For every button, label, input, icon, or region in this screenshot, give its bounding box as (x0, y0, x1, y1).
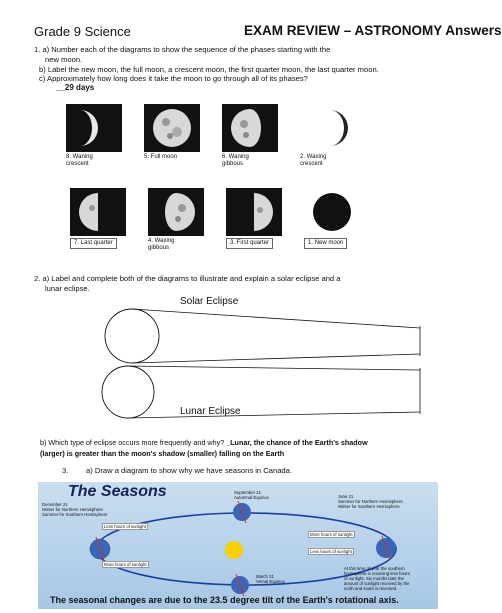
season-note-line1: At this time of year the southern (344, 566, 405, 571)
moon-label-4-line2: crescent (300, 161, 323, 167)
season-note-line5: north and south is reversed. (344, 586, 398, 591)
q3-text: a) Draw a diagram to show why we have seasons in Canada. (86, 466, 292, 475)
moon-phase-image-5 (70, 188, 126, 236)
moon-svg-8 (304, 188, 360, 236)
less-sunlight-left-label: Less hours of sunlight (104, 524, 146, 529)
season-june-line2: Summer for Northern Hemisphere (338, 499, 403, 504)
season-note-line4: amount of sunlight received by the (344, 581, 410, 586)
moon-svg-5 (70, 188, 126, 236)
moon-label-3-line2: gibbous (222, 161, 244, 167)
season-june-line3: Winter for Southern Hemisphere (338, 504, 400, 509)
more-sunlight-left-label: More hours of sunlight (104, 562, 147, 567)
moon-svg-4 (300, 104, 356, 152)
sun-icon (225, 541, 243, 559)
season-june-line1: June 21 (338, 494, 354, 499)
seasons-title: The Seasons (68, 483, 167, 500)
header-title: EXAM REVIEW – ASTRONOMY Answers (244, 23, 502, 38)
moon-phase-image-2 (144, 104, 200, 152)
season-note-line3: of sunlight. Six months later the (344, 576, 404, 581)
moon-label-5-line1: 7. Last quarter (70, 238, 117, 249)
more-sunlight-right-label: More hours of sunlight (310, 532, 353, 537)
solar-sun-circle (105, 309, 159, 363)
lunar-ray-top (128, 366, 420, 370)
season-december-line2: Winter for Northern Hemisphere (42, 507, 103, 512)
q2-part-a-line1: 2. a) Label and complete both of the diagrams to illustrate and explain a solar eclipse and a (34, 274, 341, 283)
season-december-line3: Summer for Southern Hemisphere (42, 512, 108, 517)
season-september-line1: September 21 (234, 490, 261, 495)
q1-part-a-line2: new moon. (45, 55, 83, 64)
moon-label-1-line1: 8. Waning (66, 154, 93, 160)
q1-answer: __29 days (56, 83, 95, 92)
q2-part-a-line2: lunar eclipse. (45, 284, 90, 293)
moon-svg-7 (226, 188, 282, 236)
moon-phase-image-8 (304, 188, 360, 236)
q1-part-b: b) Label the new moon, the full moon, a crescent moon, the first quarter moon, the last quarter moon. (39, 65, 379, 74)
solar-eclipse-label: Solar Eclipse (180, 296, 239, 307)
moon-svg-1 (66, 104, 122, 152)
q1-part-a-line1: 1. a) Number each of the diagrams to show the sequence of the phases starting with the (34, 45, 331, 54)
q2-part-b-question: b) Which type of eclipse occurs more frequently and why? (40, 438, 225, 447)
season-december-line1: December 21 (42, 502, 68, 507)
q2-part-b-line1 (40, 438, 368, 448)
q2-part-b-answer1: _Lunar, the chance of the Earth's shadow (226, 438, 368, 447)
moon-label-2-line1: 5. Full moon (144, 154, 178, 160)
moon-label-3-line1: 6. Waning (222, 154, 249, 160)
moon-phase-image-6 (148, 188, 204, 236)
lunar-ray-bottom (128, 412, 420, 418)
less-sunlight-right-label: Less hours of sunlight (310, 549, 352, 554)
seasons-footer: The seasonal changes are due to the 23.5 degree tilt of the Earth's rotational axis. (50, 595, 399, 605)
lunar-eclipse-label: Lunar Eclipse (180, 406, 241, 417)
seasons-diagram (38, 482, 438, 609)
solar-ray-bottom (132, 354, 420, 363)
moon-phase-image-3 (222, 104, 278, 152)
moon-label-6-line2: gibbous (148, 245, 170, 251)
lunar-sun-circle (102, 366, 154, 418)
moon-svg-3 (222, 104, 278, 152)
moon-phase-image-4 (300, 104, 356, 152)
moon-label-6-line1: 4. Waxing (148, 238, 175, 244)
season-march-line2: Vernal Equinox (256, 579, 285, 584)
season-note-line2: hemisphere is receiving less hours (344, 571, 410, 576)
moon-svg-2 (144, 104, 200, 152)
moon-label-7-line1: 3. First quarter (226, 238, 273, 249)
moon-label-8-line1: 1. New moon (304, 238, 347, 249)
moon-label-4-line1: 2. Waxing (300, 154, 327, 160)
q1-part-c: c) Approximately how long does it take the moon to go through all of its phases? (39, 74, 308, 83)
season-september-line2: Autumnal Equinox (234, 495, 269, 500)
eclipse-diagram (90, 308, 430, 420)
moon-svg-6 (148, 188, 204, 236)
header-course: Grade 9 Science (34, 24, 131, 39)
moon-phase-image-1 (66, 104, 122, 152)
solar-ray-top (132, 309, 420, 328)
q3-number: 3. (62, 466, 69, 475)
q2-part-b-answer2: (larger) is greater than the moon's shadow (smaller) falling on the Earth (40, 449, 285, 458)
season-march-line1: March 21 (256, 574, 274, 579)
moon-phase-image-7 (226, 188, 282, 236)
moon-label-1-line2: crescent (66, 161, 89, 167)
